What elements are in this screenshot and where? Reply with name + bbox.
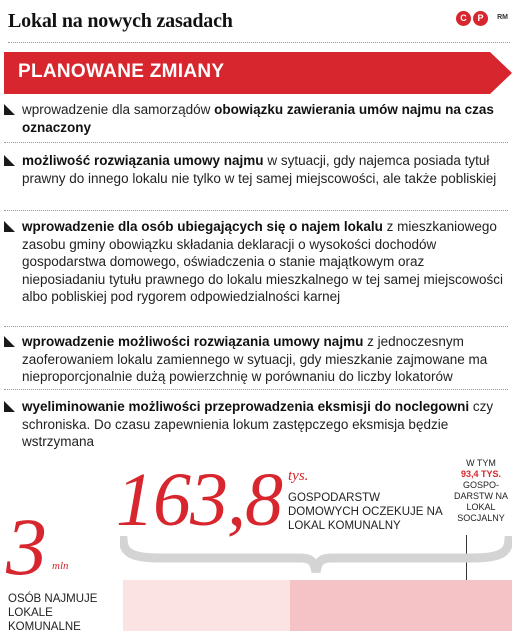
main-stat-value: 163,8 [116,458,282,542]
sub-stat [450,458,512,524]
sub-stat-prefix: W TYM [466,458,496,468]
item-text [22,152,508,187]
item-text [22,101,508,136]
change-item-1 [4,101,508,137]
secondary-stat-unit: mln [52,560,69,572]
curly-brace-icon [120,536,512,576]
item-text-regular: wprowadzenie dla samorządów [22,102,215,117]
page-title: Lokal na nowych zasadach [8,10,233,32]
triangle-bullet-icon [4,221,15,232]
share-bar-other [123,580,290,631]
item-text-bold: obowiązku zawierania umów najmu na czas oznaczony [22,102,494,135]
section-banner [4,52,512,94]
triangle-bullet-icon [4,104,15,115]
secondary-stat-value: 3 [6,501,47,592]
share-bar [123,580,512,631]
item-divider [4,210,508,211]
publisher-logo [456,11,488,26]
change-item-3 [4,218,508,326]
change-item-2 [4,152,508,206]
item-text-bold: wprowadzenie dla osób ubiegających się o najem lokalu [22,219,383,234]
item-text-bold: możliwość rozwiązania umowy najmu [22,153,264,168]
main-stat-unit: tys. [288,468,309,484]
item-divider [4,389,508,390]
triangle-bullet-icon [4,155,15,166]
secondary-stat-caption: OSÓB NAJMUJE LOKALE KOMUNALNE [8,593,98,633]
title-divider [8,42,510,43]
item-divider [4,326,508,327]
item-text-regular: czy schroniska. Do czasu zapewnienia lokum zastępczego eksmisja będzie wstrzymana [22,399,494,449]
change-item-5 [4,398,508,452]
item-text [22,218,508,306]
banner-label: PLANOWANE ZMIANY [18,61,225,82]
main-stat-caption: GOSPODARSTW DOMOWYCH OCZEKUJE NA LOKAL KOMUNALNY [288,492,442,532]
item-text-regular: z jednoczesnym zaoferowaniem lokalu zamiennego w sytuacji, gdy mieszkanie zajmowane ma nieproporcjonalnie dużą powierzchnię w porównaniu do liczby lokatorów [22,334,488,384]
share-bar-socjalny [290,580,512,631]
item-text [22,333,508,386]
logo-letter-p: P [473,11,488,26]
sub-stat-caption: GOSPO-DARSTW NA LOKAL SOCJALNY [454,480,508,523]
change-item-4 [4,333,508,387]
triangle-bullet-icon [4,336,15,347]
item-text-bold: wprowadzenie możliwości rozwiązania umowy najmu [22,334,364,349]
item-text [22,398,508,451]
item-text-regular: w sytuacji, gdy najemca posiada tytuł prawny do innego lokalu nie tylko w tej samej miejscowości, ale także pobliskiej [22,153,497,186]
sub-stat-value: 93,4 TYS. [460,469,502,479]
triangle-bullet-icon [4,401,15,412]
logo-letter-c: C [456,11,471,26]
author-initials: RM [497,14,508,21]
item-text-bold: wyeliminowanie możliwości przeprowadzenia eksmisji do noclegowni [22,399,470,414]
item-divider [4,142,508,143]
item-text-regular: z mieszkaniowego zasobu gminy obowiązku składania deklaracji o wysokości dochodów gospodarstwa domowego, oświadczenia o stanie majątkowym oraz nieposiadaniu tytułu prawnego do lokalu mieszkalnego w tej samej miejscowości albo pobliskiej pod rygorem odpowiedzialności karnej [22,219,504,304]
